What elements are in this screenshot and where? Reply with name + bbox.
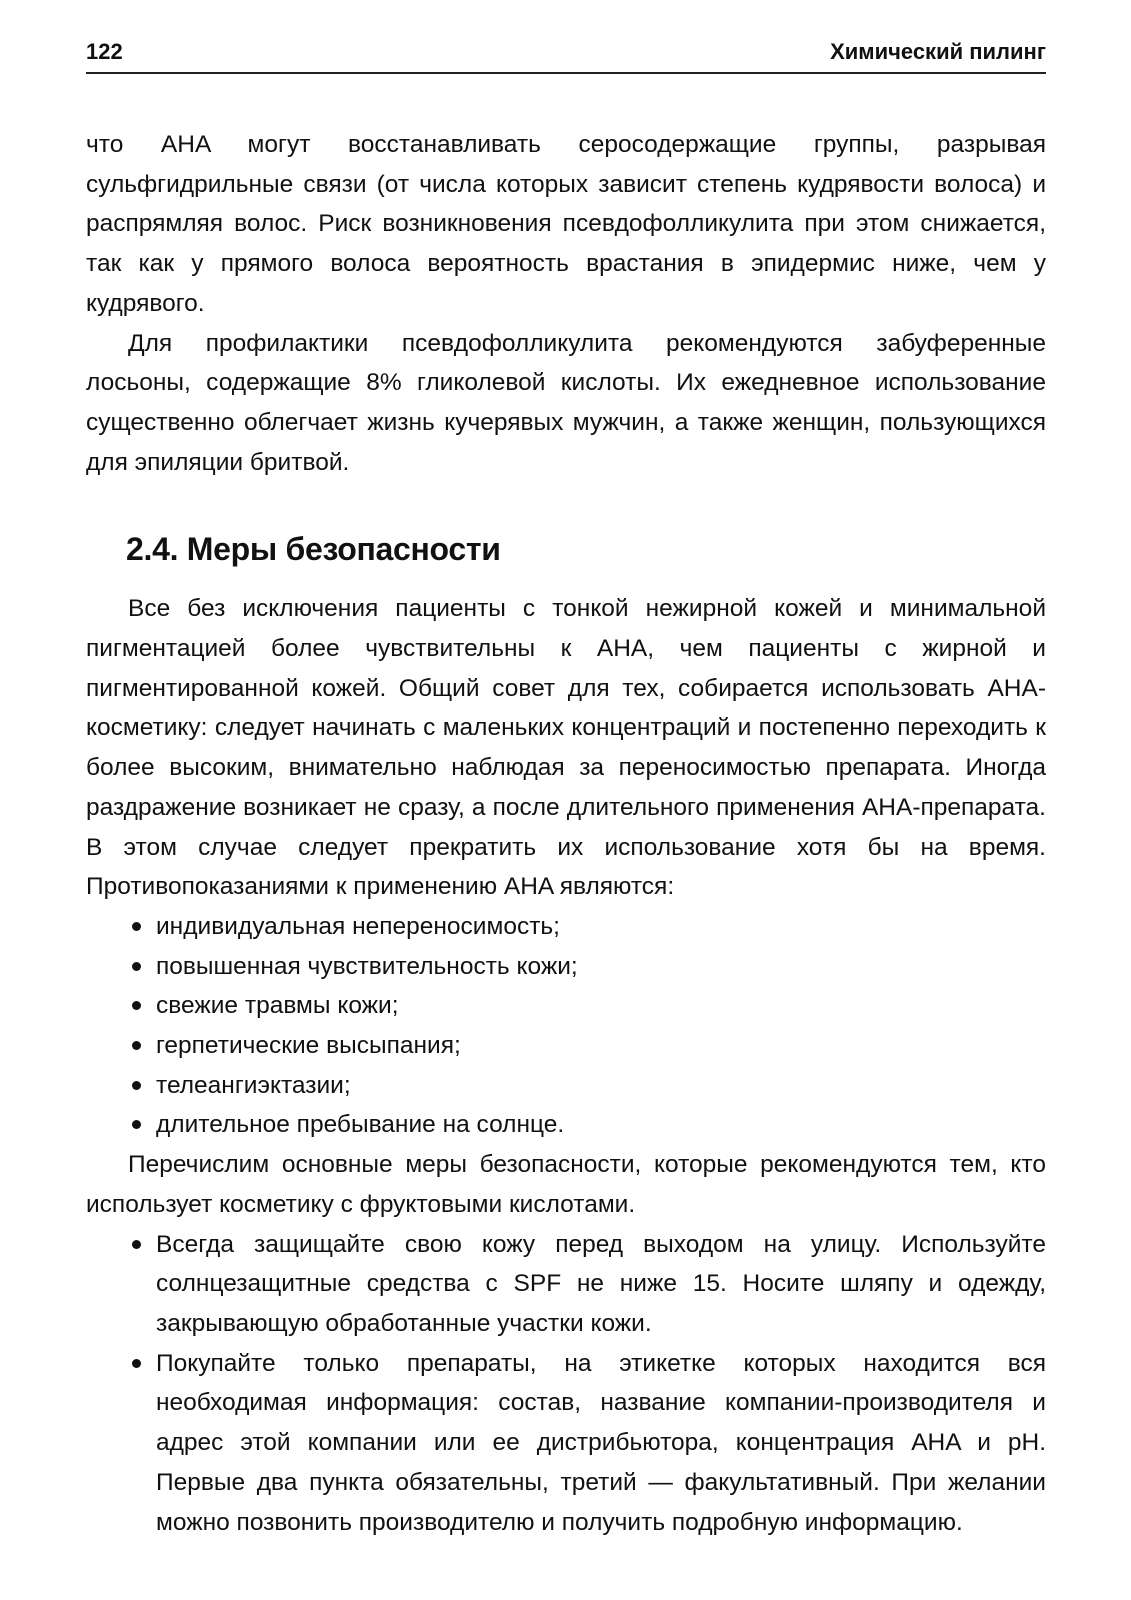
intro-paragraph-1: что AHA могут восстанавливать серосодержащие группы, разрывая сульфгидрильные связи (от числа которых зависит степень кудрявости волоса) и распрямляя волос. Риск возникновения псевдофолликулита при этом снижается, так как у прямого волоса вероятность врастания в эпидермис ниже, чем у кудрявого. — [86, 131, 1046, 317]
list-item: Всегда защищайте свою кожу перед выходом на улицу. Используйте солнцезащитные средства с SPF не ниже 15. Носите шляпу и одежду, закрывающую обработанные участки кожи. — [156, 1225, 1046, 1344]
page-body — [86, 125, 1046, 1542]
section-heading: 2.4. Меры безопасности — [126, 531, 501, 568]
contraindications-list — [86, 907, 1046, 1145]
header-rule — [86, 72, 1046, 74]
list-item: повышенная чувствительность кожи; — [156, 947, 1046, 987]
safety-measures-list — [86, 1225, 1046, 1543]
list-item: длительное пребывание на солнце. — [156, 1105, 1046, 1145]
list-item: Покупайте только препараты, на этикетке которых находится вся необходимая информация: состав, название компании-производителя и адрес этой компании или ее дистрибьютора, концентрация AHA и pH. Первые два пункта обязательны, третий — факультативный. При желании можно позвонить производителю и получить подробную информацию. — [156, 1344, 1046, 1543]
page-number: 122 — [86, 39, 123, 64]
section-paragraph-1: Все без исключения пациенты с тонкой нежирной кожей и минимальной пигментацией более чувствительны к AHA, чем пациенты с жирной и пигментированной кожей. Общий совет для тех, собирается использовать AHA-косметику: следует начинать с маленьких концентраций и постепенно переходить к более высоким, внимательно наблюдая за переносимостью препарата. Иногда раздражение возникает не сразу, а после длительного применения AHA-препарата. В этом случае следует прекратить их использование хотя бы на время. Противопоказаниями к применению AHA являются: — [86, 595, 1046, 901]
list-item: телеангиэктазии; — [156, 1066, 1046, 1106]
running-title: Химический пилинг — [830, 39, 1046, 64]
intro-paragraph-2: Для профилактики псевдофолликулита рекомендуются забуференные лосьоны, содержащие 8% гликолевой кислоты. Их ежедневное использование существенно облегчает жизнь кучерявых мужчин, а также женщин, пользующихся для эпиляции бритвой. — [86, 329, 1046, 476]
running-header — [86, 38, 1046, 68]
book-page — [86, 38, 1046, 1542]
section-paragraph-2: Перечислим основные меры безопасности, которые рекомендуются тем, кто использует косметику с фруктовыми кислотами. — [86, 1151, 1046, 1218]
list-item: свежие травмы кожи; — [156, 986, 1046, 1026]
list-item: индивидуальная непереносимость; — [156, 907, 1046, 947]
list-item: герпетические высыпания; — [156, 1026, 1046, 1066]
